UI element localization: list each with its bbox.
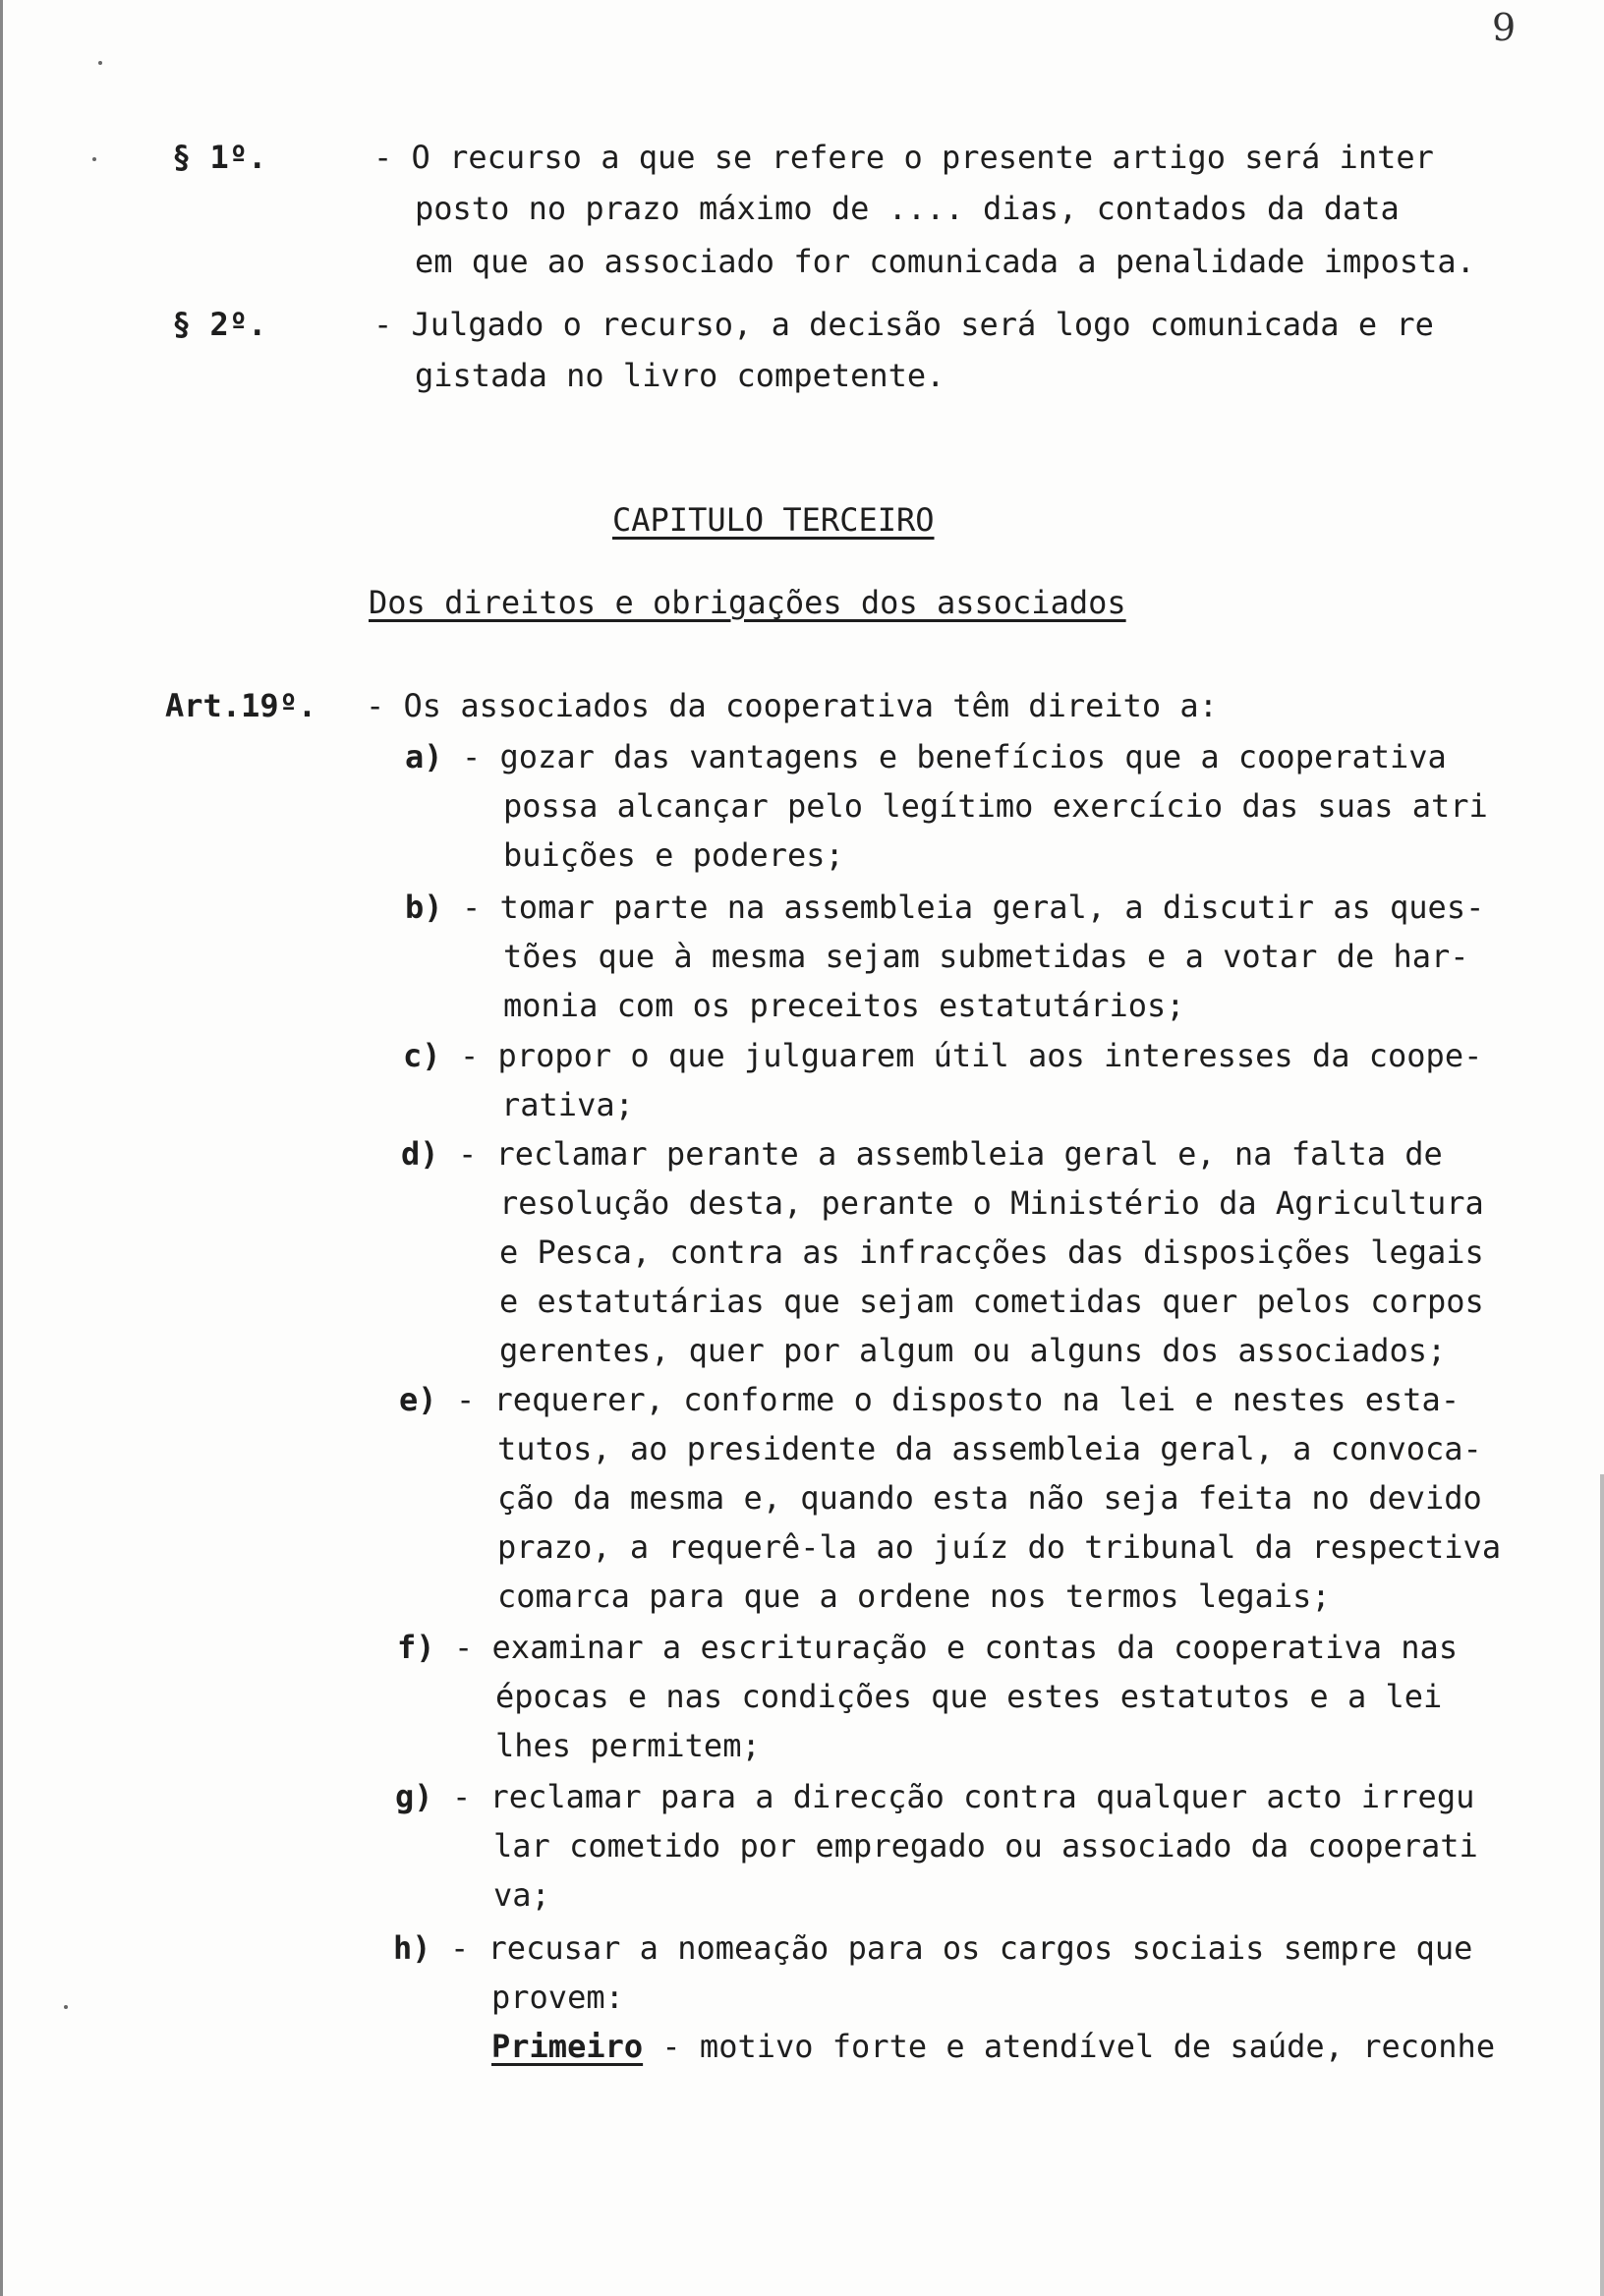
item-letter: h) [393,1929,431,1967]
item-line: - gozar das vantagens e benefícios que a cooperativa [462,738,1447,775]
para1-label: § 1º. [172,139,267,176]
item-line: monia com os preceitos estatutários; [503,987,1185,1024]
scan-edge-right [1600,1474,1604,2296]
item-line: tões que à mesma sejam submetidas e a votar de har- [503,938,1469,975]
item-line: e Pesca, contra as infracções das disposições legais [499,1234,1484,1271]
item-letter: d) [401,1135,439,1173]
scan-speck [64,2005,68,2009]
item-line: épocas e nas condições que estes estatutos e a lei [495,1678,1443,1715]
para2-line: gistada no livro competente. [415,357,945,394]
item-letter: a) [405,738,443,775]
item-line: e estatutárias que sejam cometidas quer pelos corpos [499,1283,1484,1320]
page-number: 9 [1492,6,1517,49]
para1-line: em que ao associado for comunicada a penalidade imposta. [415,243,1475,280]
article-label: Art.19º. [165,687,317,724]
item-letter: f) [397,1629,435,1666]
item-line: lar cometido por empregado ou associado da cooperati [493,1827,1478,1865]
chapter-title: CAPITULO TERCEIRO [612,501,935,539]
item-line: prazo, a requerê-la ao juíz do tribunal da respectiva [497,1528,1502,1566]
item-line: - reclamar para a direcção contra qualquer acto irregu [452,1778,1475,1815]
item-line: lhes permitem; [495,1727,761,1764]
item-letter: g) [395,1778,433,1815]
item-line: - tomar parte na assembleia geral, a discutir as ques- [462,889,1485,926]
final-line-rest: - motivo forte e atendível de saúde, reconhe [643,2028,1496,2065]
item-line: - recusar a nomeação para os cargos sociais sempre que [450,1929,1473,1967]
para1-line: posto no prazo máximo de .... dias, contados da data [415,190,1400,227]
item-line: - examinar a escrituração e contas da cooperativa nas [454,1629,1459,1666]
item-line: ção da mesma e, quando esta não seja feita no devido [497,1479,1482,1517]
item-letter: b) [405,889,443,926]
item-letter: e) [399,1381,437,1418]
para2-label: § 2º. [172,306,267,343]
scan-speck [98,61,102,65]
item-line: - reclamar perante a assembleia geral e, na falta de [458,1135,1443,1173]
item-line: gerentes, quer por algum ou alguns dos associados; [499,1332,1447,1369]
term-primeiro: Primeiro [491,2028,644,2065]
item-line: - requerer, conforme o disposto na lei e nestes esta- [456,1381,1461,1418]
scan-speck [92,157,96,161]
item-line: resolução desta, perante o Ministério da Agricultura [499,1184,1484,1222]
item-line: possa alcançar pelo legítimo exercício das suas atri [503,787,1488,825]
item-line: provem: [491,1979,624,2016]
para2-line: - Julgado o recurso, a decisão será logo comunicada e re [373,306,1434,343]
item-line: comarca para que a ordene nos termos legais; [497,1578,1331,1615]
final-line [491,2027,1495,2066]
item-line: - propor o que julguarem útil aos interesses da coope- [460,1037,1483,1074]
item-line: rativa; [501,1086,634,1123]
item-letter: c) [403,1037,441,1074]
item-line: va; [493,1876,550,1914]
item-line: tutos, ao presidente da assembleia geral, a convoca- [497,1430,1482,1467]
article-intro: - Os associados da cooperativa têm direito a: [366,687,1218,724]
para1-line: - O recurso a que se refere o presente artigo será inter [373,139,1434,176]
scan-edge-left [0,0,3,2296]
chapter-subtitle: Dos direitos e obrigações dos associados [369,584,1126,621]
item-line: buições e poderes; [503,836,844,874]
